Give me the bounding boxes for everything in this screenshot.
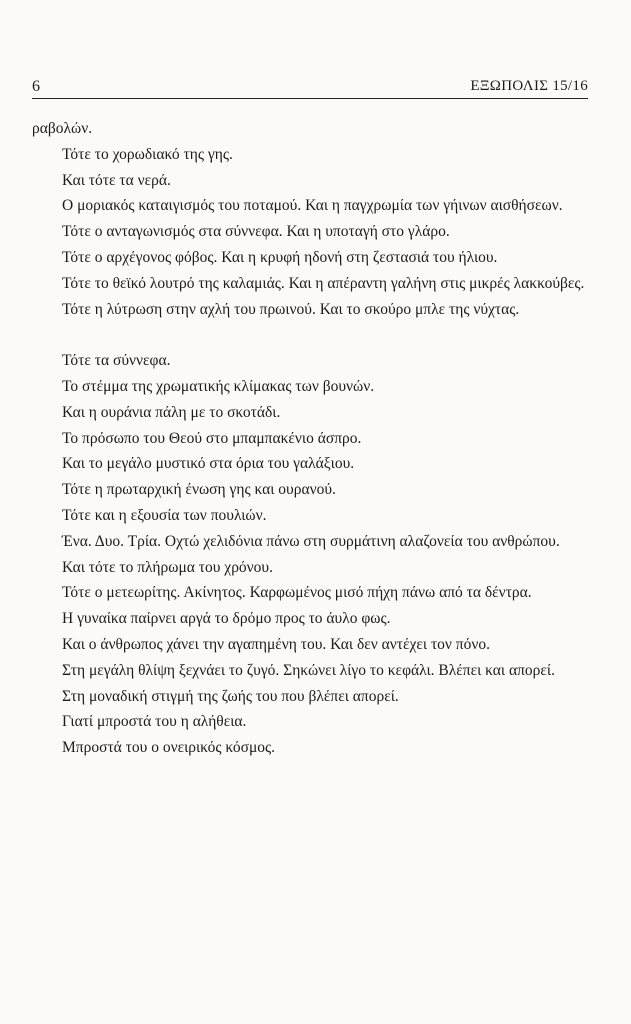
paragraph: Τότε η λύτρωση στην αχλή του πρωινού. Και το σκούρο μπλε της νύχτας. bbox=[62, 300, 520, 318]
paragraph: Τότε ο αρχέγονος φόβος. Και η κρυφή ηδονή στη ζεστασιά του ήλιου. bbox=[62, 248, 498, 266]
paragraph: Και τότε το πλήρωμα του χρόνου. bbox=[62, 558, 273, 576]
paragraph: Και η ουράνια πάλη με το σκοτάδι. bbox=[62, 403, 281, 421]
paragraph: Τότε το θεϊκό λουτρό της καλαμιάς. Και η απέραντη γαλήνη στις μικρές λακκούβες. bbox=[62, 274, 585, 292]
paragraph: Τότε το χορωδιακό της γης. bbox=[62, 145, 233, 163]
page-number: 6 bbox=[32, 78, 40, 95]
paragraph: Και το μεγάλο μυστικό στα όρια του γαλάξιου. bbox=[62, 455, 355, 473]
paragraph: Τότε και η εξουσία των πουλιών. bbox=[62, 506, 267, 524]
section-gap bbox=[32, 322, 588, 348]
paragraph: Γιατί μπροστά του η αλήθεια. bbox=[62, 713, 247, 731]
paragraph: Τότε η πρωταρχική ένωση γης και ουρανού. bbox=[62, 481, 336, 499]
paragraph: Τότε τα σύννεφα. bbox=[62, 352, 171, 370]
paragraph: Στη μοναδική στιγμή της ζωής του που βλέπει απορεί. bbox=[62, 687, 399, 705]
paragraph: Η γυναίκα παίρνει αργά το δρόμο προς το άυλο φως. bbox=[62, 610, 391, 628]
paragraph: Τότε ο μετεωρίτης. Ακίνητος. Καρφωμένος μισό πήχη πάνω από τα δέντρα. bbox=[62, 584, 532, 602]
paragraph: Και τότε τα νερά. bbox=[62, 171, 171, 189]
paragraph: Ένα. Δυο. Τρία. Οχτώ χελιδόνια πάνω στη συρμάτινη αλαζονεία του ανθρώπου. bbox=[62, 532, 560, 550]
page-header bbox=[32, 78, 588, 99]
paragraph: Ο μοριακός καταιγισμός του ποταμού. Και η παγχρωμία των γήινων αισθήσεων. bbox=[62, 197, 563, 215]
paragraph: Μπροστά του ο ονειρικός κόσμος. bbox=[62, 739, 276, 757]
running-title: ΕΞΩΠΟΛΙΣ 15/16 bbox=[470, 78, 588, 94]
paragraph: Το στέμμα της χρωματικής κλίμακας των βουνών. bbox=[62, 377, 375, 395]
body-text bbox=[32, 116, 588, 761]
paragraph: Και ο άνθρωπος χάνει την αγαπημένη του. Και δεν αντέχει τον πόνο. bbox=[62, 635, 491, 653]
paragraph: Τότε ο ανταγωνισμός στα σύννεφα. Και η υποταγή στο γλάρο. bbox=[62, 223, 450, 241]
paragraph: Στη μεγάλη θλίψη ξεχνάει το ζυγό. Σηκώνει λίγο το κεφάλι. Βλέπει και απορεί. bbox=[62, 661, 555, 679]
paragraph: ραβολών. bbox=[32, 120, 93, 137]
paragraph: Το πρόσωπο του Θεού στο μπαμπακένιο άσπρο. bbox=[62, 429, 362, 447]
